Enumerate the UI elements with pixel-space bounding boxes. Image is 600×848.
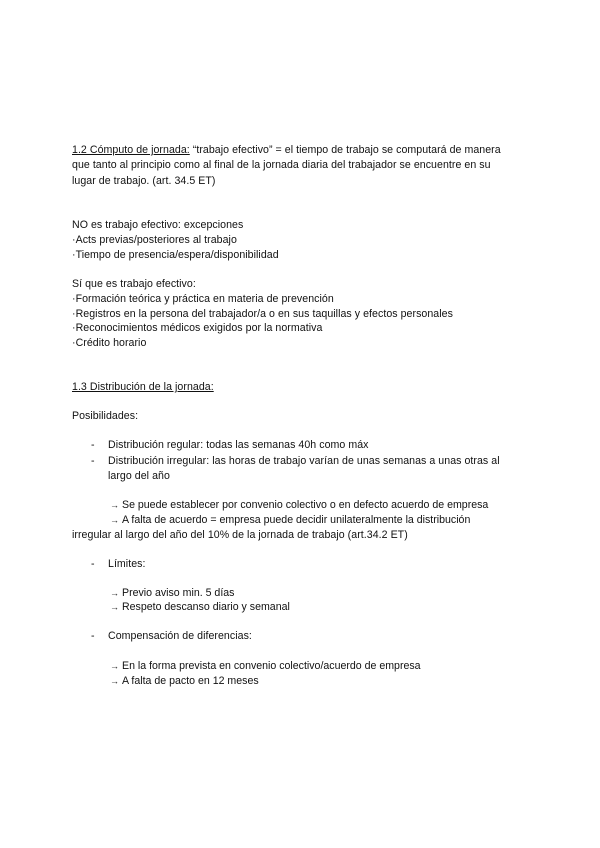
posibilidades-label: Posibilidades:: [72, 410, 139, 422]
arrow-icon: →: [110, 676, 119, 686]
section-1-3-heading: 1.3 Distribución de la jornada:: [72, 381, 214, 393]
arrow-icon: →: [110, 661, 119, 671]
section-1-2-heading: 1.2 Cómputo de jornada:: [72, 144, 190, 156]
bullet-regular: Distribución regular: todas las semanas 40h como máx: [108, 439, 369, 451]
compensacion-label: Compensación de diferencias:: [108, 630, 252, 642]
compensacion-item-text: A falta de pacto en 12 meses: [122, 675, 259, 687]
bullet-dash: -: [91, 630, 95, 642]
section-1-2-line-1: [72, 143, 501, 158]
section-1-2-text: “trabajo efectivo” = el tiempo de trabajo se computará de manera: [189, 144, 501, 156]
bullet-dash: -: [91, 455, 95, 467]
section-1-2-line-2: que tanto al principio como al final de la jornada diaria del trabajador se encuentre en su: [72, 159, 491, 171]
compensacion-item-text: En la forma prevista en convenio colectivo/acuerdo de empresa: [122, 660, 421, 672]
compensacion-item: [110, 674, 259, 689]
sub-item: [110, 513, 470, 528]
si-efectivo-item: ·Crédito horario: [72, 337, 147, 349]
sub-item-text: A falta de acuerdo = empresa puede decidir unilateralmente la distribución: [122, 514, 471, 526]
sub-item: [110, 498, 488, 513]
no-efectivo-item: ·Acts previas/posteriores al trabajo: [72, 234, 237, 246]
compensacion-item: [110, 659, 421, 674]
bullet-dash: -: [91, 439, 95, 451]
arrow-icon: →: [110, 588, 119, 598]
si-efectivo-title: Sí que es trabajo efectivo:: [72, 278, 196, 290]
bullet-irregular-line-2: largo del año: [108, 470, 170, 482]
bullet-irregular-line-1: Distribución irregular: las horas de trabajo varían de unas semanas a unas otras al: [108, 455, 500, 467]
si-efectivo-item: ·Reconocimientos médicos exigidos por la normativa: [72, 322, 323, 334]
si-efectivo-item: ·Formación teórica y práctica en materia de prevención: [72, 293, 334, 305]
no-efectivo-item: ·Tiempo de presencia/espera/disponibilidad: [72, 249, 279, 261]
bullet-dash: -: [91, 558, 95, 570]
si-efectivo-item: ·Registros en la persona del trabajador/a o en sus taquillas y efectos personales: [72, 308, 453, 320]
limites-item: [110, 600, 290, 615]
no-efectivo-title: NO es trabajo efectivo: excepciones: [72, 219, 244, 231]
arrow-icon: →: [110, 602, 119, 612]
section-1-2-line-3: lugar de trabajo. (art. 34.5 ET): [72, 175, 216, 187]
limites-item: [110, 586, 234, 601]
sub-item-continuation: irregular al largo del año del 10% de la jornada de trabajo (art.34.2 ET): [72, 529, 408, 541]
arrow-icon: →: [110, 500, 119, 510]
limites-item-text: Previo aviso min. 5 días: [122, 587, 235, 599]
limites-label: Límites:: [108, 558, 146, 570]
limites-item-text: Respeto descanso diario y semanal: [122, 601, 290, 613]
arrow-icon: →: [110, 515, 119, 525]
sub-item-text: Se puede establecer por convenio colectivo o en defecto acuerdo de empresa: [122, 499, 489, 511]
